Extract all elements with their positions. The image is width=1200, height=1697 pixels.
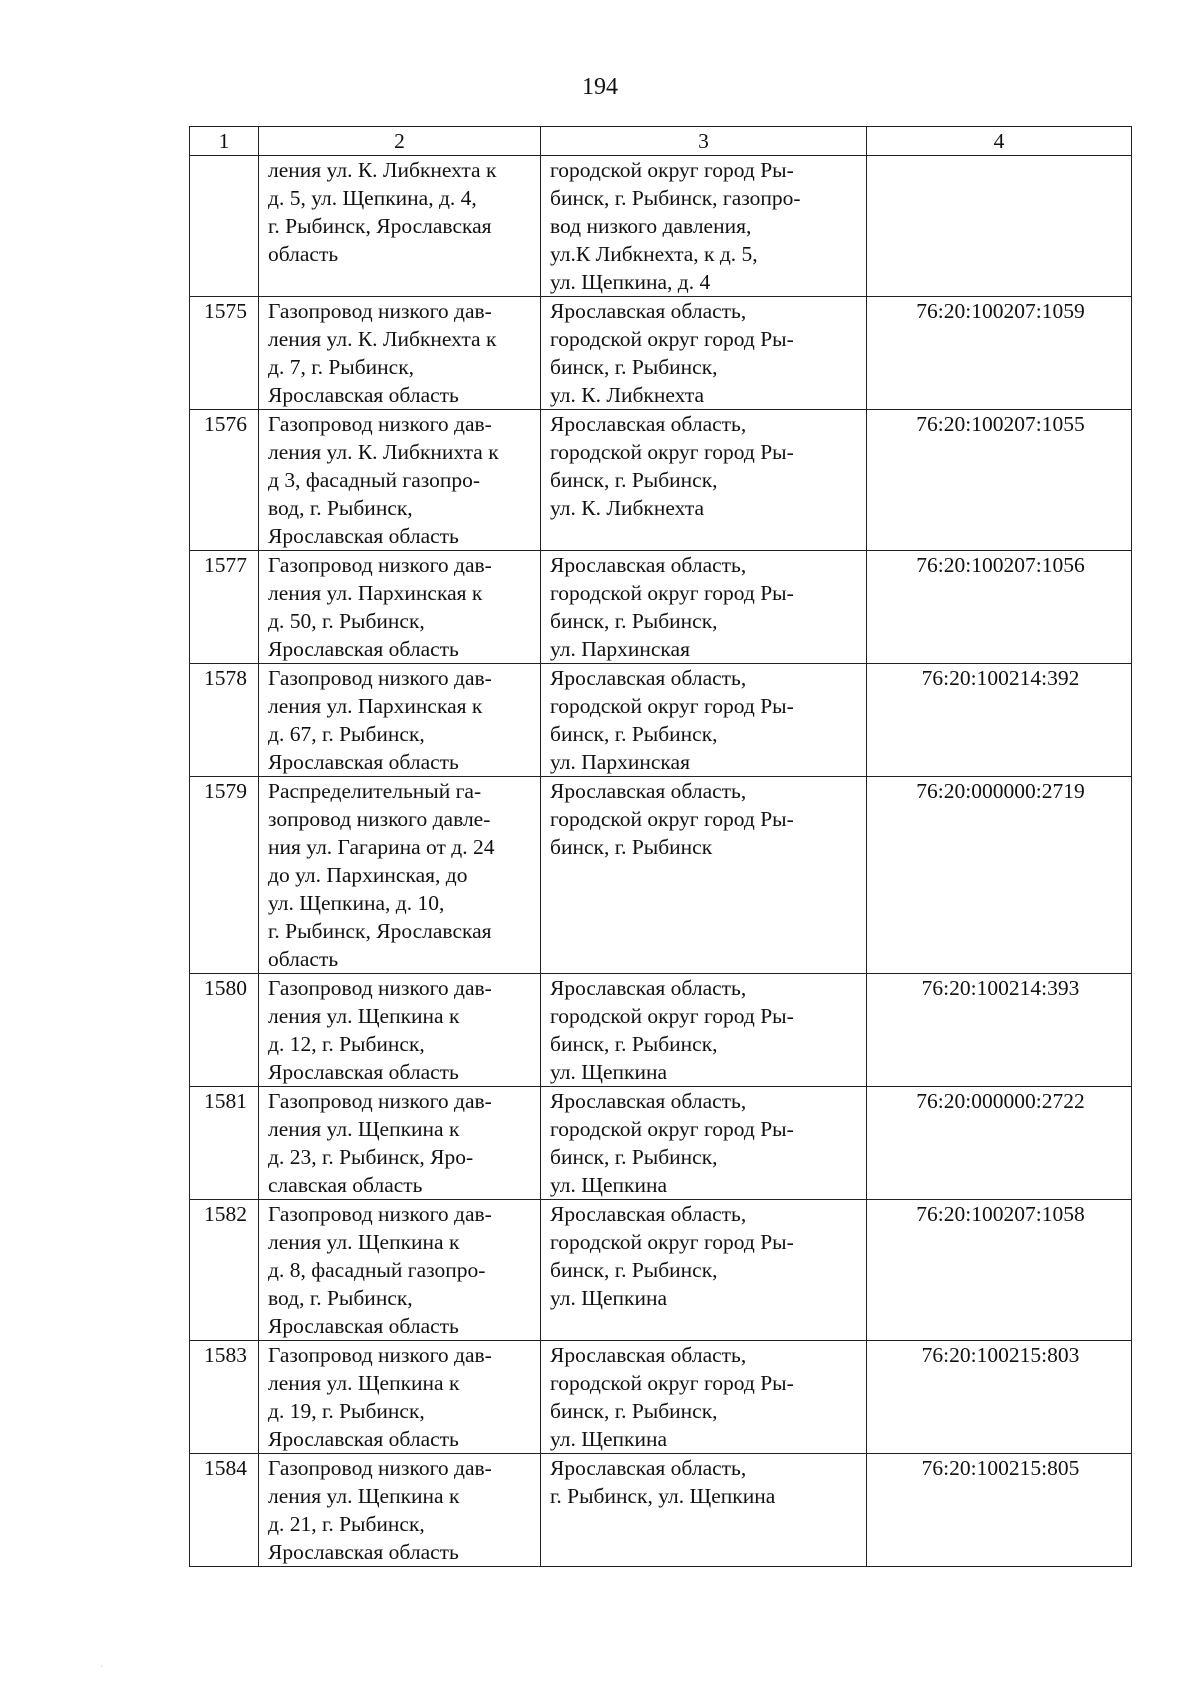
address-cell (541, 156, 867, 297)
object-name-cell (259, 664, 541, 777)
row-number: 1578 (190, 664, 259, 777)
address-line: бинск, г. Рыбинск, (550, 1258, 718, 1282)
object-name-line: д. 8, фасадный газопро- (268, 1258, 486, 1282)
object-name-line: Ярославская область (268, 637, 459, 661)
object-name-line: ления ул. Щепкина к (268, 1230, 460, 1254)
address-line: Ярославская область, (550, 779, 747, 803)
table-row (190, 1341, 1132, 1454)
table-row (190, 1087, 1132, 1200)
cadastral-number: 76:20:100207:1055 (867, 410, 1132, 551)
cadastral-number: 76:20:100207:1059 (867, 297, 1132, 410)
object-name-line: г. Рыбинск, Ярославская (268, 214, 492, 238)
cadastral-number: 76:20:100214:393 (867, 974, 1132, 1087)
header-col-2: 2 (259, 127, 541, 156)
address-line: ул. Щепкина (550, 1173, 668, 1197)
object-name-line: Ярославская область (268, 1314, 459, 1338)
address-line: городской округ город Ры- (550, 1004, 794, 1028)
table-row (190, 1454, 1132, 1567)
object-name-line: Газопровод низкого дав- (268, 976, 492, 1000)
table-row (190, 410, 1132, 551)
cadastral-number: 76:20:000000:2722 (867, 1087, 1132, 1200)
object-name-line: ления ул. К. Либкнехта к (268, 158, 497, 182)
address-line: Ярославская область, (550, 1089, 747, 1113)
object-name-line: Ярославская область (268, 383, 459, 407)
object-name-line: ления ул. Щепкина к (268, 1371, 460, 1395)
address-line: ул. К. Либкнехта (550, 383, 705, 407)
row-number (190, 156, 259, 297)
table-row (190, 664, 1132, 777)
object-name-line: ления ул. Пархинская к (268, 694, 483, 718)
object-name-cell (259, 1454, 541, 1567)
address-line: бинск, г. Рыбинск, (550, 1032, 718, 1056)
address-line: ул. Щепкина (550, 1427, 668, 1451)
object-name-cell (259, 156, 541, 297)
row-number: 1583 (190, 1341, 259, 1454)
address-line: бинск, г. Рыбинск, (550, 1145, 718, 1169)
object-name-line: д. 12, г. Рыбинск, (268, 1032, 425, 1056)
address-line: бинск, г. Рыбинск, (550, 722, 718, 746)
object-name-line: д. 19, г. Рыбинск, (268, 1399, 425, 1423)
address-line: городской округ город Ры- (550, 694, 794, 718)
table-row (190, 1200, 1132, 1341)
row-number: 1579 (190, 777, 259, 974)
table-row (190, 551, 1132, 664)
object-name-cell (259, 1200, 541, 1341)
address-cell (541, 551, 867, 664)
object-name-line: Ярославская область (268, 524, 459, 548)
address-line: бинск, г. Рыбинск (550, 835, 713, 859)
address-cell (541, 664, 867, 777)
address-line: Ярославская область, (550, 412, 747, 436)
address-cell (541, 410, 867, 551)
object-name-line: славская область (268, 1173, 423, 1197)
address-line: г. Рыбинск, ул. Щепкина (550, 1484, 776, 1508)
object-name-line: д. 67, г. Рыбинск, (268, 722, 425, 746)
object-name-line: Газопровод низкого дав- (268, 299, 492, 323)
header-col-3: 3 (541, 127, 867, 156)
row-number: 1582 (190, 1200, 259, 1341)
object-name-line: вод, г. Рыбинск, (268, 1286, 413, 1310)
object-name-line: д. 7, г. Рыбинск, (268, 355, 415, 379)
address-line: городской округ город Ры- (550, 158, 794, 182)
address-line: Ярославская область, (550, 1456, 747, 1480)
address-line: бинск, г. Рыбинск, газопро- (550, 186, 801, 210)
row-number: 1580 (190, 974, 259, 1087)
object-name-line: д. 21, г. Рыбинск, (268, 1512, 425, 1536)
object-name-line: Газопровод низкого дав- (268, 553, 492, 577)
address-line: бинск, г. Рыбинск, (550, 355, 718, 379)
cadastral-number: 76:20:100207:1056 (867, 551, 1132, 664)
object-name-line: зопровод низкого давле- (268, 807, 491, 831)
object-name-cell (259, 777, 541, 974)
table-header-row (190, 127, 1132, 156)
address-line: Ярославская область, (550, 1343, 747, 1367)
address-line: бинск, г. Рыбинск, (550, 609, 718, 633)
cadastral-number (867, 156, 1132, 297)
object-name-line: область (268, 242, 339, 266)
address-line: городской округ город Ры- (550, 1371, 794, 1395)
object-name-line: до ул. Пархинская, до (268, 863, 468, 887)
cadastral-number: 76:20:100215:803 (867, 1341, 1132, 1454)
object-name-line: область (268, 947, 339, 971)
row-number: 1577 (190, 551, 259, 664)
object-name-line: Распределительный га- (268, 779, 482, 803)
object-name-cell (259, 1087, 541, 1200)
address-line: Ярославская область, (550, 1202, 747, 1226)
object-name-cell (259, 297, 541, 410)
address-cell (541, 1087, 867, 1200)
object-name-line: вод, г. Рыбинск, (268, 496, 413, 520)
address-line: ул. Щепкина (550, 1060, 668, 1084)
table-row (190, 297, 1132, 410)
address-line: городской округ город Ры- (550, 1117, 794, 1141)
object-name-line: д 3, фасадный газопро- (268, 468, 481, 492)
address-line: бинск, г. Рыбинск, (550, 468, 718, 492)
row-number: 1584 (190, 1454, 259, 1567)
address-line: ул. Щепкина, д. 4 (550, 270, 711, 294)
address-line: ул. Пархинская (550, 750, 690, 774)
table-row (190, 974, 1132, 1087)
address-line: ул. Пархинская (550, 637, 690, 661)
cadastral-number: 76:20:100215:805 (867, 1454, 1132, 1567)
object-name-line: Ярославская область (268, 1540, 459, 1564)
object-name-line: ления ул. Пархинская к (268, 581, 483, 605)
object-name-line: ления ул. К. Либкнихта к (268, 440, 499, 464)
address-cell (541, 1454, 867, 1567)
address-line: городской округ город Ры- (550, 1230, 794, 1254)
cadastral-number: 76:20:100214:392 (867, 664, 1132, 777)
table-row (190, 777, 1132, 974)
table-body (190, 156, 1132, 1567)
header-col-1: 1 (190, 127, 259, 156)
object-name-line: Ярославская область (268, 1427, 459, 1451)
address-line: Ярославская область, (550, 299, 747, 323)
address-cell (541, 1341, 867, 1454)
object-name-line: Газопровод низкого дав- (268, 1343, 492, 1367)
object-name-line: ления ул. Щепкина к (268, 1004, 460, 1028)
object-name-line: д. 5, ул. Щепкина, д. 4, (268, 186, 477, 210)
address-line: ул. Щепкина (550, 1286, 668, 1310)
row-number: 1581 (190, 1087, 259, 1200)
object-name-cell (259, 1341, 541, 1454)
object-name-line: Газопровод низкого дав- (268, 1202, 492, 1226)
table-row (190, 156, 1132, 297)
object-name-line: ления ул. К. Либкнехта к (268, 327, 497, 351)
address-cell (541, 777, 867, 974)
object-name-line: ния ул. Гагарина от д. 24 (268, 835, 495, 859)
address-cell (541, 974, 867, 1087)
object-name-line: Ярославская область (268, 750, 459, 774)
registry-table (189, 126, 1132, 1567)
object-name-line: Газопровод низкого дав- (268, 412, 492, 436)
object-name-line: Газопровод низкого дав- (268, 666, 492, 690)
object-name-line: г. Рыбинск, Ярославская (268, 919, 492, 943)
header-col-4: 4 (867, 127, 1132, 156)
address-line: городской округ город Ры- (550, 440, 794, 464)
row-number: 1576 (190, 410, 259, 551)
scan-mark: · (100, 1662, 103, 1671)
address-line: городской округ город Ры- (550, 807, 794, 831)
object-name-line: ул. Щепкина, д. 10, (268, 891, 445, 915)
address-line: Ярославская область, (550, 553, 747, 577)
address-cell (541, 1200, 867, 1341)
cadastral-number: 76:20:100207:1058 (867, 1200, 1132, 1341)
object-name-cell (259, 551, 541, 664)
object-name-line: ления ул. Щепкина к (268, 1484, 460, 1508)
address-line: вод низкого давления, (550, 214, 752, 238)
address-line: городской округ город Ры- (550, 581, 794, 605)
object-name-line: д. 50, г. Рыбинск, (268, 609, 425, 633)
object-name-cell (259, 410, 541, 551)
object-name-line: д. 23, г. Рыбинск, Яро- (268, 1145, 474, 1169)
address-line: ул.К Либкнехта, к д. 5, (550, 242, 758, 266)
cadastral-number: 76:20:000000:2719 (867, 777, 1132, 974)
address-cell (541, 297, 867, 410)
address-line: ул. К. Либкнехта (550, 496, 705, 520)
page-number: 194 (582, 74, 618, 100)
object-name-line: Ярославская область (268, 1060, 459, 1084)
address-line: Ярославская область, (550, 976, 747, 1000)
address-line: городской округ город Ры- (550, 327, 794, 351)
address-line: Ярославская область, (550, 666, 747, 690)
row-number: 1575 (190, 297, 259, 410)
object-name-line: Газопровод низкого дав- (268, 1089, 492, 1113)
object-name-line: ления ул. Щепкина к (268, 1117, 460, 1141)
object-name-line: Газопровод низкого дав- (268, 1456, 492, 1480)
address-line: бинск, г. Рыбинск, (550, 1399, 718, 1423)
object-name-cell (259, 974, 541, 1087)
